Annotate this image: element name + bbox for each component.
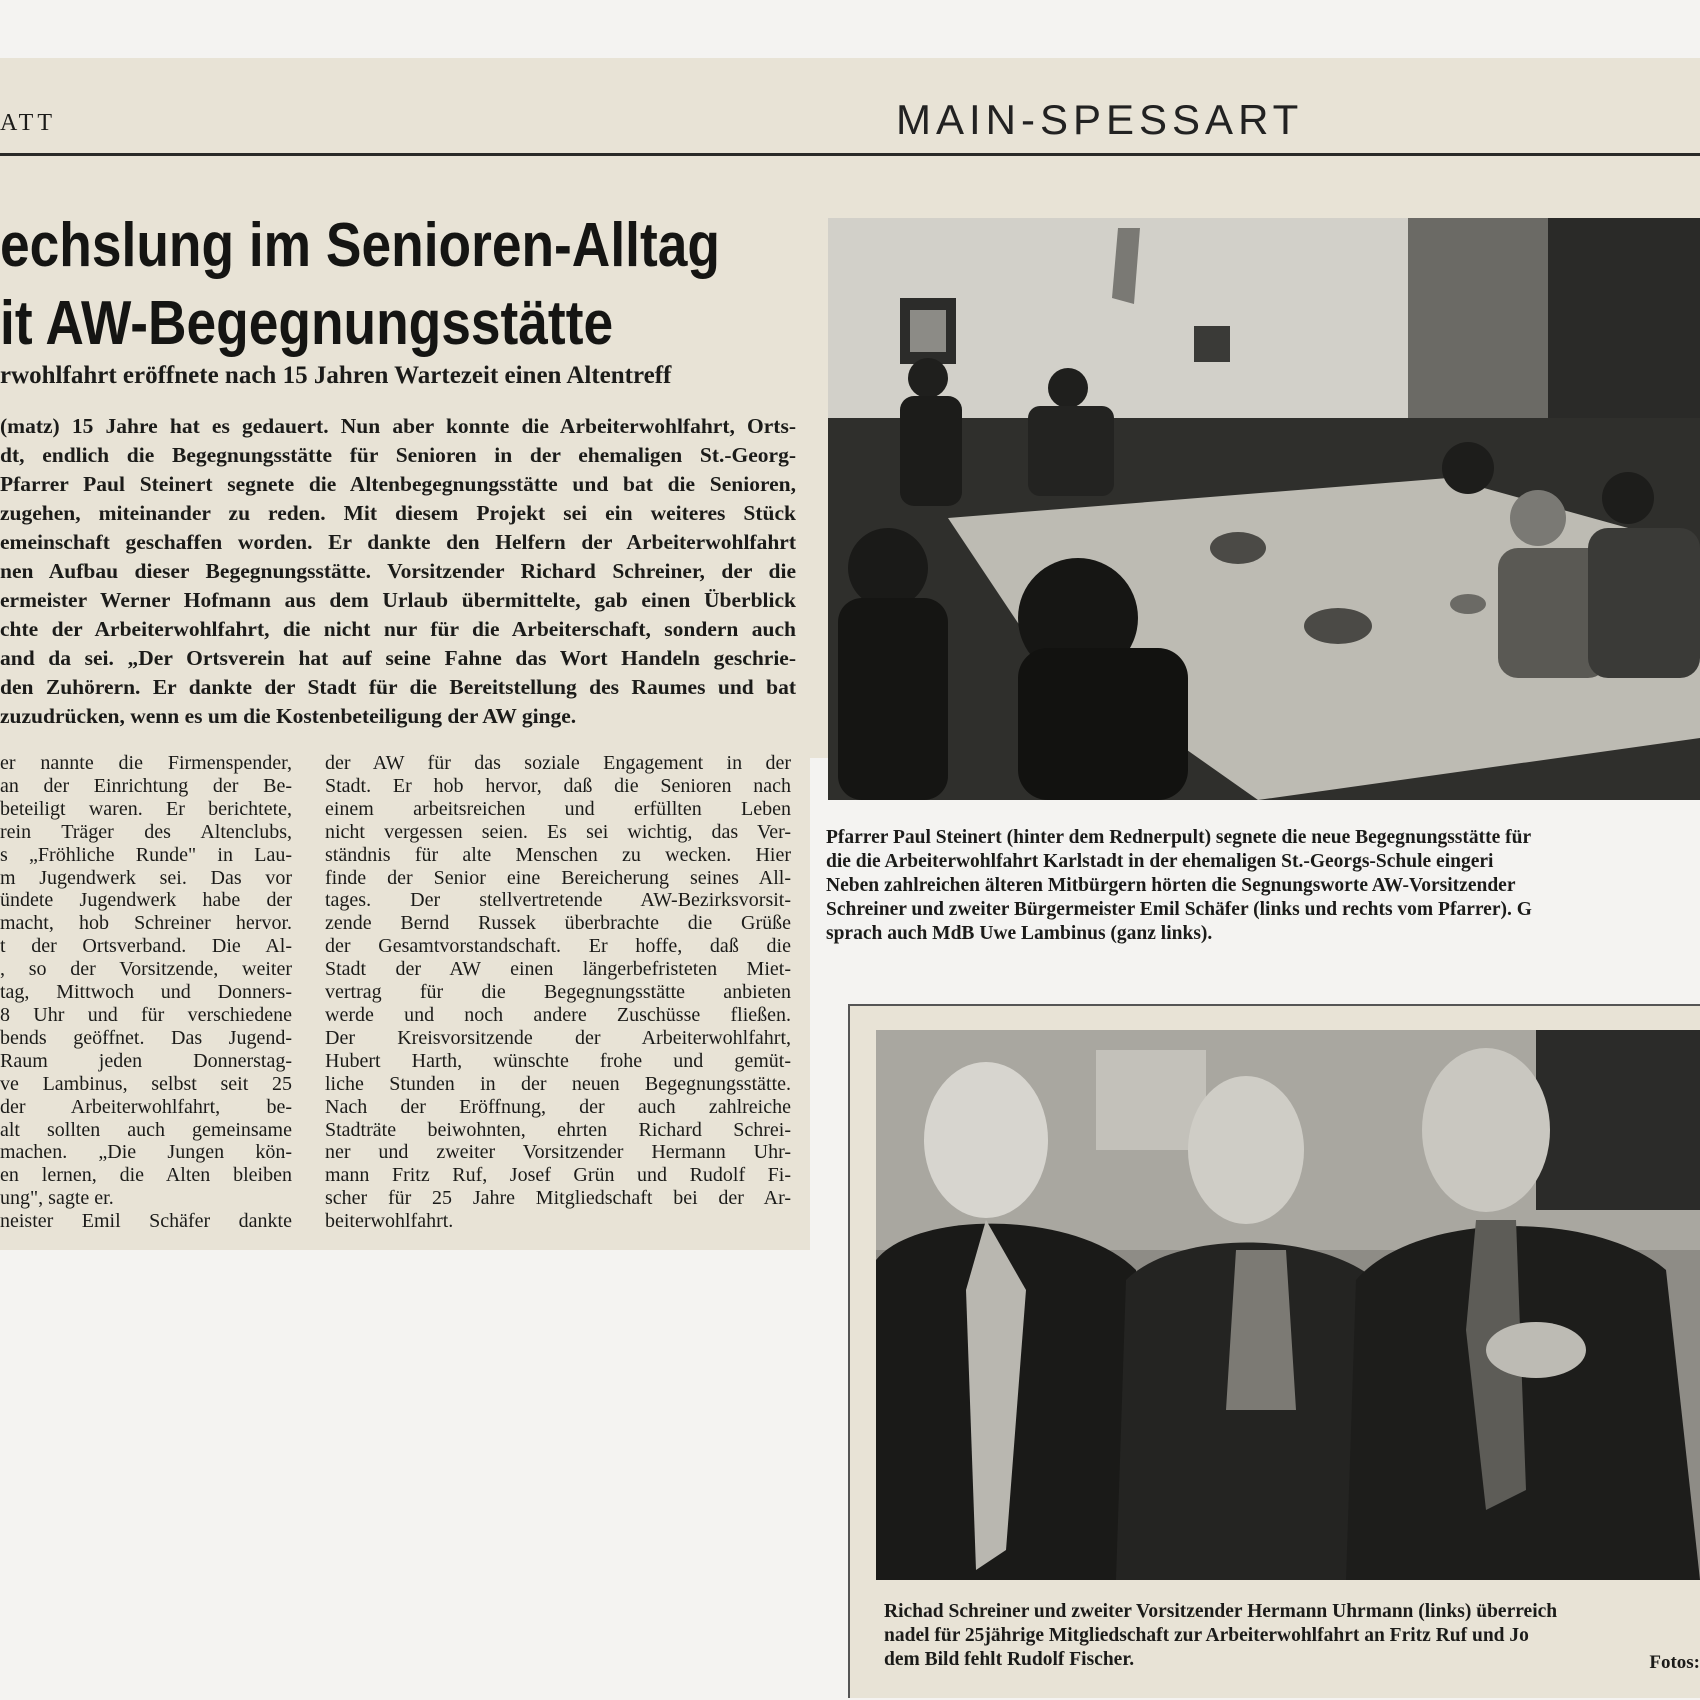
- column-line: zende Bernd Russek überbrachte die Grüße: [325, 912, 791, 935]
- lead-line: dt, endlich die Begegnungsstätte für Senioren in der ehemaligen St.-Georg-: [0, 443, 796, 467]
- lead-line: ermeister Werner Hofmann aus dem Urlaub übermittelte, gab einen Überblick: [0, 588, 796, 612]
- lead-line: and da sei. „Der Ortsverein hat auf seine Fahne das Wort Handeln geschrie-: [0, 646, 796, 670]
- column-line: werde und noch andere Zuschüsse fließen.: [325, 1003, 791, 1026]
- column-line: neister Emil Schäfer dankte: [0, 1210, 292, 1233]
- column-line: bends geöffnet. Das Jugend-: [0, 1026, 292, 1049]
- column-line: ständnis für alte Menschen zu wecken. Hier: [325, 843, 791, 866]
- caption-line: Neben zahlreichen älteren Mitbürgern hörten die Segnungsworte AW-Vorsitzender: [826, 875, 1516, 896]
- caption-line: die die Arbeiterwohlfahrt Karlstadt in der ehemaligen St.-Georgs-Schule eingeri: [826, 851, 1494, 872]
- lead-line: (matz) 15 Jahre hat es gedauert. Nun aber konnte die Arbeiterwohlfahrt, Orts-: [0, 414, 796, 438]
- column-line: scher für 25 Jahre Mitgliedschaft bei der Ar-: [325, 1187, 791, 1210]
- column-line: beteiligt waren. Er berichtete,: [0, 797, 292, 820]
- article-column-2: [325, 752, 791, 1233]
- column-line: er nannte die Firmenspender,: [0, 752, 292, 774]
- lead-line: emeinschaft geschaffen worden. Er dankte den Helfern der Arbeiterwohlfahrt: [0, 530, 796, 554]
- column-line: ündete Jugendwerk habe der: [0, 889, 292, 912]
- column-line: der AW für das soziale Engagement in der: [325, 752, 791, 774]
- column-line: ung", sagte er.: [0, 1187, 114, 1210]
- photo1-caption: [826, 826, 1700, 946]
- caption-line: Richad Schreiner und zweiter Vorsitzender Hermann Uhrmann (links) überreich: [884, 1601, 1558, 1622]
- caption-line: sprach auch MdB Uwe Lambinus (ganz links).: [826, 923, 1213, 944]
- caption-line: Pfarrer Paul Steinert (hinter dem Rednerpult) segnete die neue Begegnungsstätte für: [826, 827, 1532, 848]
- column-line: Hubert Harth, wünschte frohe und gemüt-: [325, 1049, 791, 1072]
- newspaper-name-fragment: ATT: [0, 110, 56, 136]
- headline-line-2: it AW-Begegnungsstätte: [0, 289, 614, 358]
- column-line: en lernen, die Alten bleiben: [0, 1164, 292, 1187]
- column-line: s „Fröhliche Runde" in Lau-: [0, 843, 292, 866]
- column-line: tages. Der stellvertretende AW-Bezirksvorsit-: [325, 889, 791, 912]
- section-title: MAIN-SPESSART: [896, 96, 1304, 143]
- column-line: beiterwohlfahrt.: [325, 1210, 454, 1233]
- column-line: , so der Vorsitzende, weiter: [0, 958, 292, 981]
- subheadline: rwohlfahrt eröffnete nach 15 Jahren Wartezeit einen Altentreff: [0, 362, 672, 389]
- column-line: macht, hob Schreiner hervor.: [0, 912, 292, 935]
- lead-paragraph: [0, 412, 796, 731]
- column-line: der Gesamtvorstandschaft. Er hoffe, daß die: [325, 935, 791, 958]
- column-line: m Jugendwerk sei. Das vor: [0, 866, 292, 889]
- column-line: vertrag für die Begegnungsstätte anbieten: [325, 981, 791, 1004]
- column-line: der Arbeiterwohlfahrt, be-: [0, 1095, 292, 1118]
- column-line: mann Fritz Ruf, Josef Grün und Rudolf Fi-: [325, 1164, 791, 1187]
- column-line: einem arbeitsreichen und erfüllten Leben: [325, 797, 791, 820]
- header-rule: [0, 153, 1700, 156]
- column-line: liche Stunden in der neuen Begegnungsstätte.: [325, 1072, 791, 1095]
- lead-line: Pfarrer Paul Steinert segnete die Altenbegegnungsstätte und bat die Senioren,: [0, 472, 796, 496]
- column-line: alt sollten auch gemeinsame: [0, 1118, 292, 1141]
- headline-line-1: echslung im Senioren-Alltag: [0, 211, 720, 280]
- column-line: nicht vergessen seien. Es sei wichtig, das Ver-: [325, 820, 791, 843]
- column-line: tag, Mittwoch und Donners-: [0, 981, 292, 1004]
- caption-line: dem Bild fehlt Rudolf Fischer.: [884, 1649, 1135, 1670]
- article-column-1: [0, 752, 292, 1233]
- column-line: ve Lambinus, selbst seit 25: [0, 1072, 292, 1095]
- column-line: t der Ortsverband. Die Al-: [0, 935, 292, 958]
- photo2-caption: [884, 1600, 1700, 1672]
- column-line: Nach der Eröffnung, der auch zahlreiche: [325, 1095, 791, 1118]
- column-line: an der Einrichtung der Be-: [0, 774, 292, 797]
- column-line: Raum jeden Donnerstag-: [0, 1049, 292, 1072]
- lead-line: nen Aufbau dieser Begegnungsstätte. Vorsitzender Richard Schreiner, der die: [0, 559, 796, 583]
- photo-credit: Fotos:: [1649, 1652, 1700, 1673]
- lead-line: chte der Arbeiterwohlfahrt, die nicht nur für die Arbeiterschaft, sondern auch: [0, 617, 796, 641]
- column-line: rein Träger des Altenclubs,: [0, 820, 292, 843]
- lead-line: zuzudrücken, wenn es um die Kostenbeteiligung der AW ginge.: [0, 704, 577, 728]
- column-line: Der Kreisvorsitzende der Arbeiterwohlfahrt,: [325, 1026, 791, 1049]
- column-line: finde der Senior eine Bereicherung seines All-: [325, 866, 791, 889]
- column-line: ner und zweiter Vorsitzender Hermann Uhr-: [325, 1141, 791, 1164]
- column-line: 8 Uhr und für verschiedene: [0, 1003, 292, 1026]
- caption-line: nadel für 25jährige Mitgliedschaft zur Arbeiterwohlfahrt an Fritz Ruf und Jo: [884, 1625, 1529, 1646]
- column-line: Stadt der AW einen längerbefristeten Miet-: [325, 958, 791, 981]
- column-line: Stadträte beiwohnten, ehrten Richard Schrei-: [325, 1118, 791, 1141]
- meeting-room-illustration: [828, 218, 1700, 800]
- lead-line: den Zuhörern. Er dankte der Stadt für die Bereitstellung des Raumes und bat: [0, 675, 796, 699]
- column-line: machen. „Die Jungen kön-: [0, 1141, 292, 1164]
- meeting-room-photo: [828, 218, 1700, 800]
- column-line: Stadt. Er hob hervor, daß die Senioren nach: [325, 774, 791, 797]
- award-ceremony-illustration: [876, 1030, 1700, 1580]
- caption-line: Schreiner und zweiter Bürgermeister Emil Schäfer (links und rechts vom Pfarrer). G: [826, 899, 1532, 920]
- lead-line: zugehen, miteinander zu reden. Mit diesem Projekt sei ein weiteres Stück: [0, 501, 796, 525]
- award-ceremony-photo: [876, 1030, 1700, 1580]
